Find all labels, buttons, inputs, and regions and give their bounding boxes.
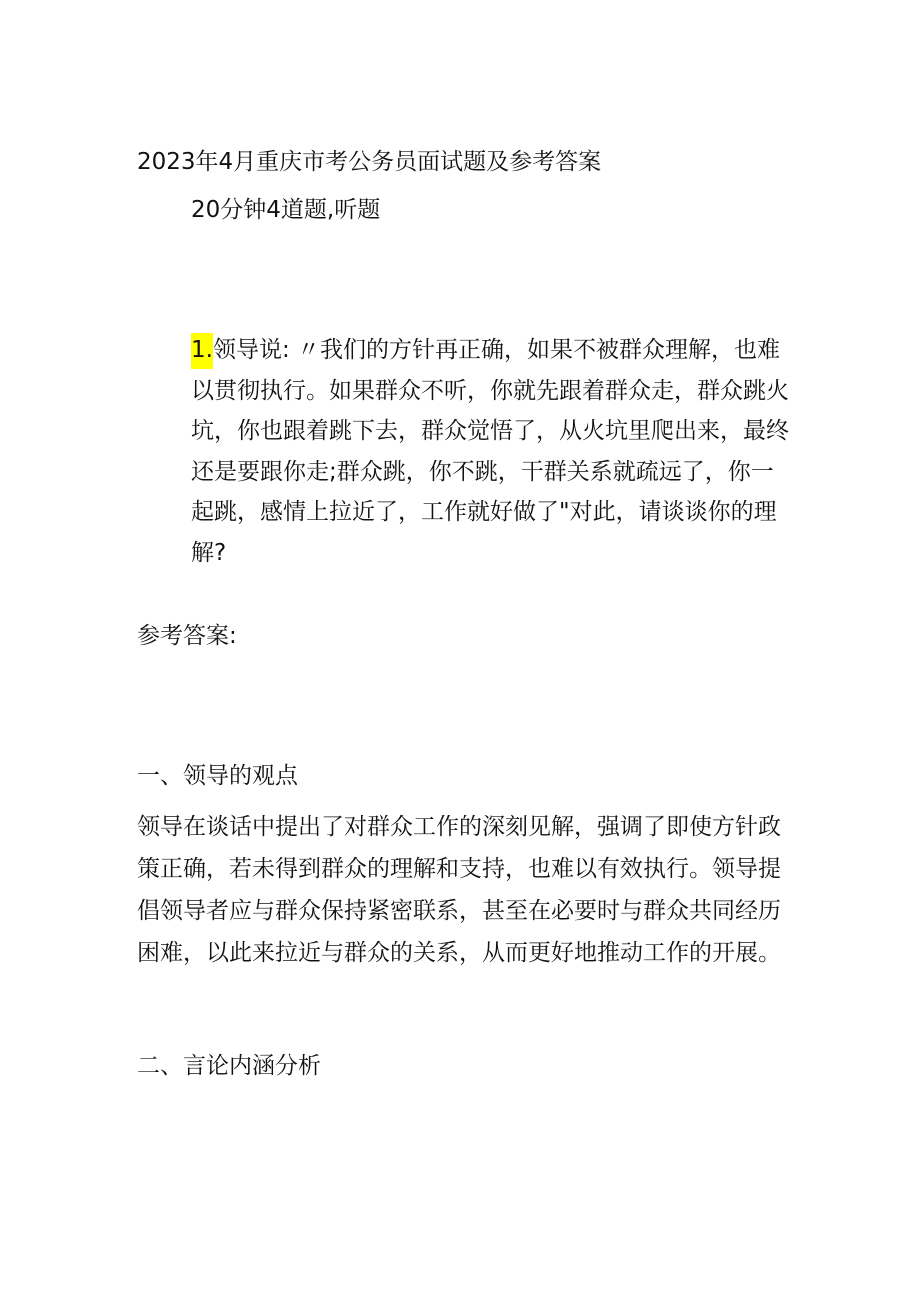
section-body-1: 领导在谈话中提出了对群众工作的深刻见解，强调了即使方针政策正确，若未得到群众的理解和支持，也难以有效执行。领导提倡领导者应与群众保持紧密联系，甚至在必要时与群众共同经历困难，以此来拉近与群众的关系，从而更好地推动工作的开展。 (137, 814, 781, 966)
section-heading-1: 一、领导的观点 (137, 763, 298, 789)
question-text: 领导说: 〃我们的方针再正确，如果不被群众理解，也难以贯彻执行。如果群众不听，你就先跟着群众走，群众跳火坑，你也跟着跳下去，群众觉悟了，从火坑里爬出来，最终还是要跟你走;群众跳，你不跳，干群关系就疏远了，你一起跳，感情上拉近了，工作就好做了"对此，请谈谈你的理解? (191, 337, 789, 566)
answer-label: 参考答案: (137, 623, 237, 649)
question-number: 1. (191, 333, 213, 369)
document-subtitle: 20分钟4道题,听题 (191, 197, 381, 223)
question-paragraph (191, 330, 791, 573)
section-heading-2: 二、言论内涵分析 (137, 1053, 321, 1079)
document-title: 2023年4月重庆市考公务员面试题及参考答案 (137, 149, 602, 175)
